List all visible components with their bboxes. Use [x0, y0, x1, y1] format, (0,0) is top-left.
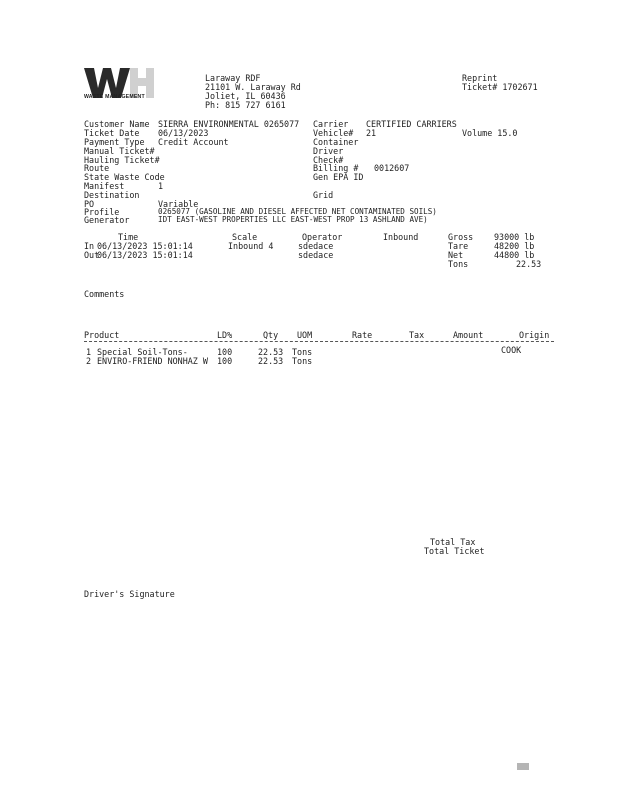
product-name: Special Soil-Tons- [97, 347, 188, 357]
hauling-ticket-label: Hauling Ticket# [84, 155, 160, 165]
customer-name-value: SIERRA ENVIRONMENTAL 0265077 [158, 119, 300, 129]
container-label: Container [313, 137, 359, 147]
billing-value: 0012607 [374, 163, 410, 173]
site-name: Laraway RDF [205, 73, 261, 83]
tons-label: Tons [448, 259, 469, 269]
table-divider [84, 341, 554, 342]
vehicle-value: 21 [366, 128, 377, 138]
tare-label: Tare [448, 241, 469, 251]
gross-value: 93000 lb [494, 232, 535, 242]
tons-value: 22.53 [516, 259, 542, 269]
lda-header: LD% [217, 330, 233, 340]
weigh-in-scale: Inbound 4 [228, 241, 274, 251]
site-address-line1: 21101 W. Laraway Rd [205, 82, 301, 92]
profile-value: 0265077 (GASOLINE AND DIESEL AFFECTED NET CONTAMINATED SOILS) [158, 207, 437, 216]
weigh-out-operator: sdedace [298, 250, 334, 260]
weigh-out-time: 06/13/2023 15:01:14 [97, 250, 193, 260]
driver-signature-label: Driver's Signature [84, 589, 175, 599]
vehicle-label: Vehicle# [313, 128, 354, 138]
volume-label: Volume 15.0 [462, 128, 518, 138]
tare-value: 48200 lb [494, 241, 535, 251]
product-uom: Tons [292, 347, 313, 357]
site-phone: Ph: 815 727 6161 [205, 100, 286, 110]
inbound-header: Inbound [383, 232, 419, 242]
tax-header: Tax [409, 330, 425, 340]
gross-label: Gross [448, 232, 474, 242]
total-ticket-label: Total Ticket [424, 546, 485, 556]
product-uom: Tons [292, 356, 313, 366]
manual-ticket-label: Manual Ticket# [84, 146, 155, 156]
ticket-date-value: 06/13/2023 [158, 128, 209, 138]
page-stamp-mark [517, 763, 529, 770]
product-name: ENVIRO-FRIEND NONHAZ W [97, 356, 208, 366]
scale-header: Scale [232, 232, 258, 242]
payment-type-value: Credit Account [158, 137, 229, 147]
net-label: Net [448, 250, 464, 260]
amount-header: Amount [453, 330, 484, 340]
route-label: Route [84, 163, 110, 173]
billing-label: Billing # [313, 163, 359, 173]
comments-label: Comments [84, 289, 125, 299]
copy-label: Reprint [462, 73, 498, 83]
site-address-line2: Joliet, IL 60436 [205, 91, 286, 101]
qty-header: Qty [263, 330, 279, 340]
weigh-in-direction: In [84, 241, 95, 251]
origin-header: Origin [519, 330, 550, 340]
product-qty: 22.53 [258, 356, 284, 366]
total-tax-label: Total Tax [430, 537, 476, 547]
weigh-in-time: 06/13/2023 15:01:14 [97, 241, 193, 251]
check-label: Check# [313, 155, 344, 165]
uom-header: UOM [297, 330, 313, 340]
row-number: 2 [86, 356, 92, 366]
po-value: Variable [158, 199, 199, 209]
carrier-label: Carrier [313, 119, 349, 129]
gen-epa-id-label: Gen EPA ID [313, 172, 364, 182]
customer-name-label: Customer Name [84, 119, 150, 129]
ticket-date-label: Ticket Date [84, 128, 140, 138]
product-header: Product [84, 330, 120, 340]
product-lda: 100 [217, 347, 233, 357]
destination-label: Destination [84, 190, 140, 200]
logo-subtext: WASTE MANAGEMENT [84, 94, 145, 100]
generator-value: IDT EAST-WEST PROPERTIES LLC EAST-WEST PROP 13 ASHLAND AVE) [158, 215, 428, 224]
product-origin: COOK [501, 345, 522, 355]
manifest-value: 1 [158, 181, 164, 191]
weigh-out-direction: Out [84, 250, 100, 260]
state-waste-code-label: State Waste Code [84, 172, 165, 182]
operator-header: Operator [302, 232, 343, 242]
grid-label: Grid [313, 190, 334, 200]
manifest-label: Manifest [84, 181, 125, 191]
net-value: 44800 lb [494, 250, 535, 260]
profile-label: Profile [84, 207, 120, 217]
po-label: PO [84, 199, 95, 209]
product-qty: 22.53 [258, 347, 284, 357]
generator-label: Generator [84, 215, 130, 225]
rate-header: Rate [352, 330, 373, 340]
ticket-number: Ticket# 1702671 [462, 82, 538, 92]
carrier-value: CERTIFIED CARRIERS [366, 119, 457, 129]
driver-label: Driver [313, 146, 344, 156]
time-header: Time [118, 232, 139, 242]
payment-type-label: Payment Type [84, 137, 145, 147]
weigh-in-operator: sdedace [298, 241, 334, 251]
product-lda: 100 [217, 356, 233, 366]
row-number: 1 [86, 347, 92, 357]
